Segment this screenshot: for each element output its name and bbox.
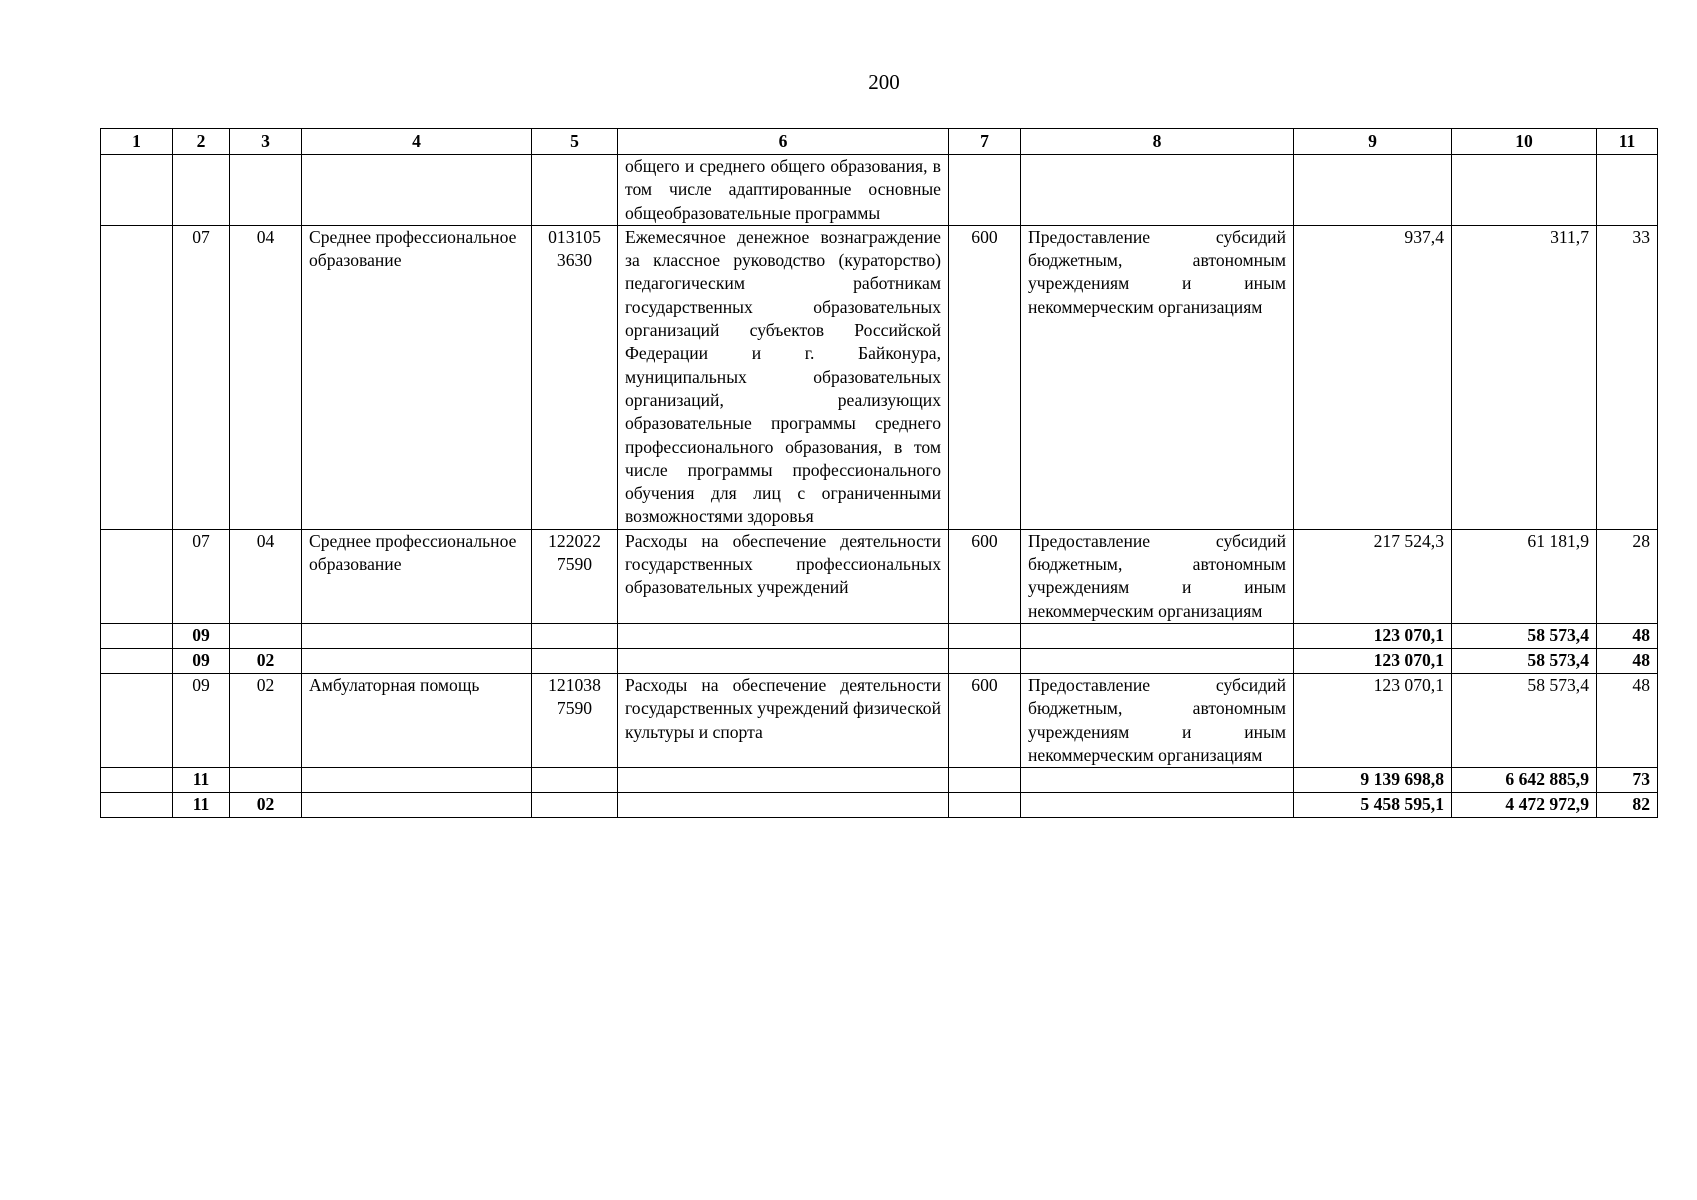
- col-header-5: 5: [532, 129, 618, 155]
- cell-percent: 48: [1597, 673, 1658, 767]
- cell-subsection: 04: [230, 529, 302, 623]
- cell-target-code: 121038 7590: [532, 673, 618, 767]
- cell-expense-type-name: Предоставление субсидий бюджетным, автономным учреждениям и иным некоммерческим организациям: [1021, 673, 1294, 767]
- cell-percent: 73: [1597, 768, 1658, 793]
- table-row: [101, 793, 1658, 818]
- cell-expense-type: 600: [949, 529, 1021, 623]
- cell-expense-type-name: [1021, 648, 1294, 673]
- cell-target-code: [532, 155, 618, 226]
- cell-section-name: [302, 793, 532, 818]
- cell-amount-actual: [1452, 155, 1597, 226]
- cell-subsection: 04: [230, 225, 302, 529]
- cell-col1: [101, 155, 173, 226]
- cell-section: 07: [173, 529, 230, 623]
- cell-amount-plan: 123 070,1: [1294, 623, 1452, 648]
- cell-subsection: 02: [230, 648, 302, 673]
- cell-expense-type-name: Предоставление субсидий бюджетным, автономным учреждениям и иным некоммерческим организациям: [1021, 529, 1294, 623]
- cell-expense-description: [618, 623, 949, 648]
- col-header-9: 9: [1294, 129, 1452, 155]
- cell-subsection: 02: [230, 793, 302, 818]
- table-row: [101, 155, 1658, 226]
- cell-expense-description: [618, 768, 949, 793]
- cell-expense-description: Расходы на обеспечение деятельности государственных профессиональных образовательных учреждений: [618, 529, 949, 623]
- col-header-6: 6: [618, 129, 949, 155]
- cell-percent: [1597, 155, 1658, 226]
- cell-expense-type-name: [1021, 768, 1294, 793]
- cell-target-code: 122022 7590: [532, 529, 618, 623]
- cell-subsection: [230, 768, 302, 793]
- cell-amount-actual: 58 573,4: [1452, 623, 1597, 648]
- col-header-2: 2: [173, 129, 230, 155]
- cell-section: [173, 155, 230, 226]
- cell-expense-description: [618, 648, 949, 673]
- col-header-4: 4: [302, 129, 532, 155]
- table-row: [101, 648, 1658, 673]
- cell-col1: [101, 673, 173, 767]
- column-number-row: [101, 129, 1658, 155]
- cell-target-code: [532, 768, 618, 793]
- cell-expense-type-name: [1021, 793, 1294, 818]
- cell-section: 11: [173, 768, 230, 793]
- cell-section: 09: [173, 623, 230, 648]
- cell-expense-type: [949, 623, 1021, 648]
- cell-section-name: [302, 155, 532, 226]
- col-header-7: 7: [949, 129, 1021, 155]
- cell-expense-type: [949, 793, 1021, 818]
- table-row: [101, 673, 1658, 767]
- cell-amount-actual: 61 181,9: [1452, 529, 1597, 623]
- cell-percent: 82: [1597, 793, 1658, 818]
- col-header-3: 3: [230, 129, 302, 155]
- cell-expense-type-name: [1021, 155, 1294, 226]
- cell-amount-actual: 4 472 972,9: [1452, 793, 1597, 818]
- cell-expense-description: [618, 793, 949, 818]
- cell-section-name: Среднее профессиональное образование: [302, 529, 532, 623]
- cell-expense-type: 600: [949, 673, 1021, 767]
- cell-percent: 28: [1597, 529, 1658, 623]
- cell-subsection: [230, 155, 302, 226]
- cell-subsection: 02: [230, 673, 302, 767]
- budget-table: [100, 128, 1658, 818]
- cell-expense-description: Ежемесячное денежное вознаграждение за классное руководство (кураторство) педагогическим работникам государственных образовательных организаций субъектов Российской Федерации и г. Байконура, муниципальных образовательных организаций, реализующих образовательные программы среднего профессионального образования, в том числе программы профессионального обучения для лиц с ограниченными возможностями здоровья: [618, 225, 949, 529]
- cell-target-code: [532, 648, 618, 673]
- cell-amount-plan: [1294, 155, 1452, 226]
- cell-section: 11: [173, 793, 230, 818]
- cell-amount-actual: 311,7: [1452, 225, 1597, 529]
- cell-section: 07: [173, 225, 230, 529]
- cell-col1: [101, 529, 173, 623]
- table-row: [101, 529, 1658, 623]
- cell-section-name: [302, 648, 532, 673]
- cell-amount-plan: 937,4: [1294, 225, 1452, 529]
- cell-expense-type-name: [1021, 623, 1294, 648]
- cell-amount-actual: 6 642 885,9: [1452, 768, 1597, 793]
- col-header-8: 8: [1021, 129, 1294, 155]
- table-row: [101, 225, 1658, 529]
- cell-expense-description: общего и среднего общего образования, в том числе адаптированные основные общеобразовательные программы: [618, 155, 949, 226]
- cell-expense-type: [949, 648, 1021, 673]
- cell-target-code: [532, 793, 618, 818]
- cell-percent: 33: [1597, 225, 1658, 529]
- cell-expense-description: Расходы на обеспечение деятельности государственных учреждений физической культуры и спорта: [618, 673, 949, 767]
- cell-col1: [101, 768, 173, 793]
- cell-expense-type-name: Предоставление субсидий бюджетным, автономным учреждениям и иным некоммерческим организациям: [1021, 225, 1294, 529]
- cell-amount-plan: 123 070,1: [1294, 648, 1452, 673]
- cell-percent: 48: [1597, 623, 1658, 648]
- cell-percent: 48: [1597, 648, 1658, 673]
- cell-amount-plan: 9 139 698,8: [1294, 768, 1452, 793]
- cell-col1: [101, 648, 173, 673]
- cell-amount-plan: 123 070,1: [1294, 673, 1452, 767]
- cell-section-name: Амбулаторная помощь: [302, 673, 532, 767]
- cell-section-name: Среднее профессиональное образование: [302, 225, 532, 529]
- col-header-1: 1: [101, 129, 173, 155]
- cell-section-name: [302, 623, 532, 648]
- cell-section: 09: [173, 648, 230, 673]
- cell-section: 09: [173, 673, 230, 767]
- cell-col1: [101, 793, 173, 818]
- cell-col1: [101, 225, 173, 529]
- col-header-11: 11: [1597, 129, 1658, 155]
- table-row: [101, 623, 1658, 648]
- cell-expense-type: [949, 768, 1021, 793]
- cell-col1: [101, 623, 173, 648]
- cell-amount-actual: 58 573,4: [1452, 648, 1597, 673]
- cell-amount-plan: 217 524,3: [1294, 529, 1452, 623]
- cell-expense-type: 600: [949, 225, 1021, 529]
- cell-amount-actual: 58 573,4: [1452, 673, 1597, 767]
- page-number: 200: [868, 70, 900, 94]
- col-header-10: 10: [1452, 129, 1597, 155]
- table-row: [101, 768, 1658, 793]
- cell-subsection: [230, 623, 302, 648]
- cell-expense-type: [949, 155, 1021, 226]
- cell-target-code: [532, 623, 618, 648]
- cell-target-code: 013105 3630: [532, 225, 618, 529]
- cell-amount-plan: 5 458 595,1: [1294, 793, 1452, 818]
- cell-section-name: [302, 768, 532, 793]
